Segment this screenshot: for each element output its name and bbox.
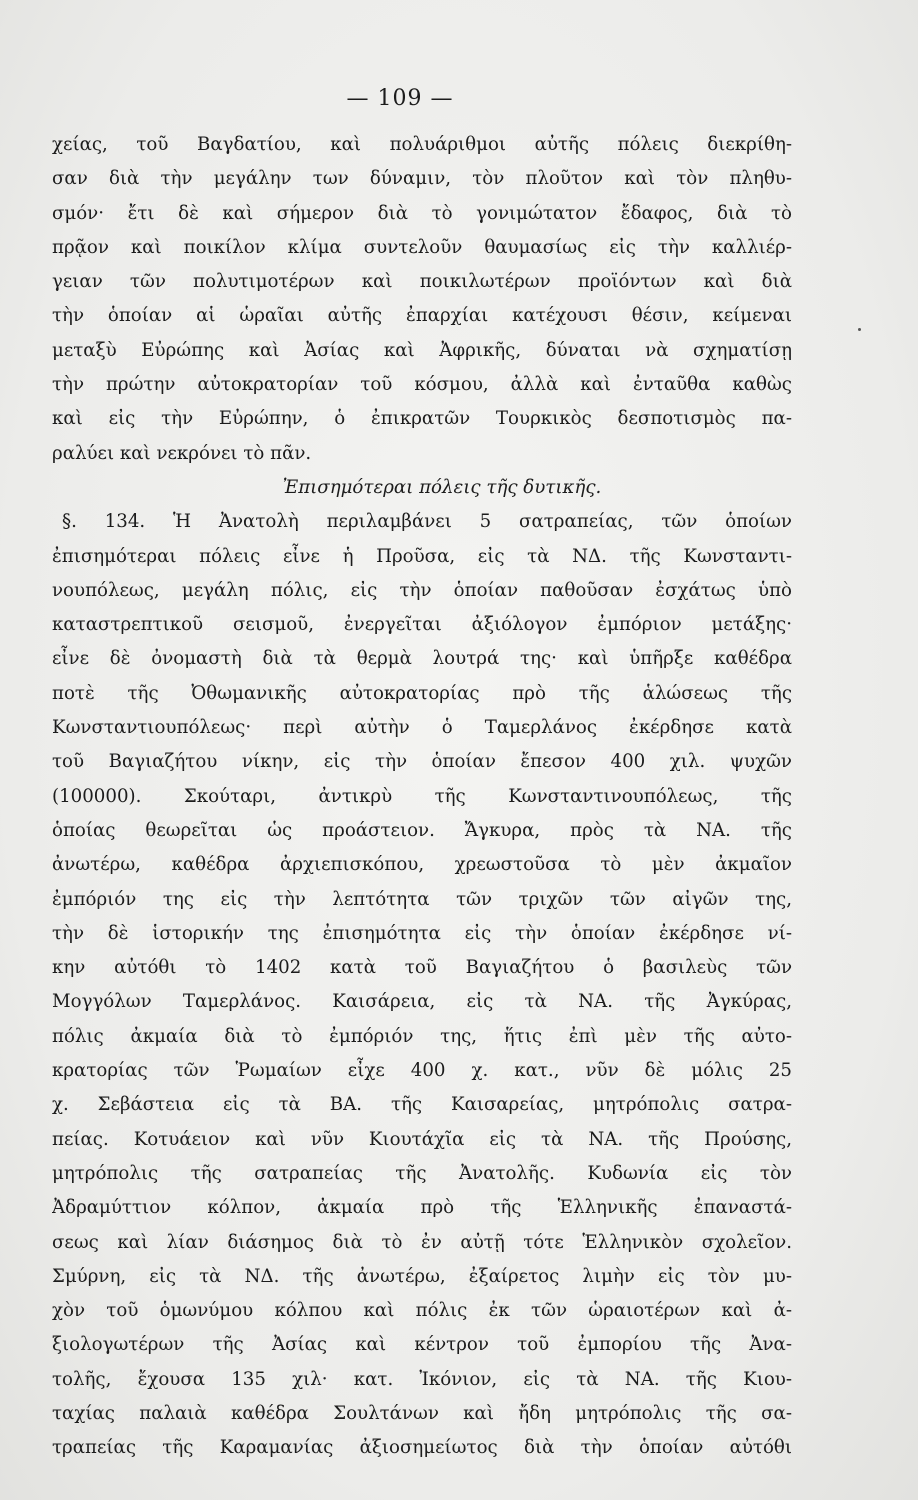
page-text bbox=[52, 128, 792, 1466]
section-line: ὁποίας θεωρεῖται ὡς προάστειον. Ἄγκυρα, πρὸς τὰ ΝΑ. τῆς bbox=[52, 819, 792, 841]
section-line: τὴν δὲ ἱστορικήν της ἐπισημότητα εἰς τὴν ὁποίαν ἐκέρδησε νί- bbox=[52, 922, 792, 944]
text-line: μεταξὺ Εὐρώπης καὶ Ἀσίας καὶ Ἀφρικῆς, δύναται νὰ σχηματίσῃ bbox=[52, 339, 792, 361]
section-line: εἶνε δὲ ὀνομαστὴ διὰ τὰ θερμὰ λουτρά της· καὶ ὑπῆρξε καθέδρα bbox=[52, 648, 792, 670]
section-line: χὸν τοῦ ὁμωνύμου κόλπου καὶ πόλις ἐκ τῶν ὡραιοτέρων καὶ ἀ- bbox=[52, 1300, 792, 1322]
section-line: Κωνσταντιουπόλεως· περὶ αὐτὴν ὁ Ταμερλάνος ἐκέρδησε κατὰ bbox=[52, 717, 792, 739]
text-line: πρᾷον καὶ ποικίλον κλίμα συντελοῦν θαυμασίως εἰς τὴν καλλιέρ- bbox=[52, 236, 792, 258]
section-line: τοῦ Βαγιαζήτου νίκην, εἰς τὴν ὁποίαν ἔπεσον 400 χιλ. ψυχῶν bbox=[52, 751, 792, 773]
text-line: σμόν· ἔτι δὲ καὶ σήμερον διὰ τὸ γονιμώτατον ἔδαφος, διὰ τὸ bbox=[52, 202, 792, 224]
section-line: (100000). Σκούταρι, ἀντικρὺ τῆς Κωνσταντινουπόλεως, τῆς bbox=[52, 785, 792, 807]
text-line: γειαν τῶν πολυτιμοτέρων καὶ ποικιλωτέρων προϊόντων καὶ διὰ bbox=[52, 271, 792, 293]
section-line: ταχίας παλαιὰ καθέδρα Σουλτάνων καὶ ἤδη μητρόπολις τῆς σα- bbox=[52, 1402, 792, 1424]
section-line: κρατορίας τῶν Ῥωμαίων εἶχε 400 χ. κατ., νῦν δὲ μόλις 25 bbox=[52, 1060, 792, 1082]
section-line: §. 134. Ἡ Ἀνατολὴ περιλαμβάνει 5 σατραπείας, τῶν ὁποίων bbox=[62, 511, 792, 533]
page-number: — 109 — bbox=[346, 86, 454, 111]
section-line: ἀνωτέρω, καθέδρα ἀρχιεπισκόπου, χρεωστοῦσα τὸ μὲν ἀκμαῖον bbox=[52, 854, 792, 876]
section-line: ἐμπόριόν της εἰς τὴν λεπτότητα τῶν τριχῶν τῶν αἰγῶν της, bbox=[52, 888, 792, 910]
section-line: καταστρεπτικοῦ σεισμοῦ, ἐνεργεῖται ἀξιόλογον ἐμπόριον μετάξης· bbox=[52, 614, 792, 636]
section-line: ἐπισημότεραι πόλεις εἶνε ἡ Προῦσα, εἰς τὰ ΝΔ. τῆς Κωνσταντι- bbox=[52, 545, 792, 567]
section-line: ποτὲ τῆς Ὀθωμανικῆς αὐτοκρατορίας πρὸ τῆς ἁλώσεως τῆς bbox=[52, 682, 792, 704]
section-line: μητρόπολις τῆς σατραπείας τῆς Ἀνατολῆς. Κυδωνία εἰς τὸν bbox=[52, 1162, 792, 1184]
section-line: τολῆς, ἔχουσα 135 χιλ· κατ. Ἰκόνιον, εἰς τὰ ΝΑ. τῆς Κιου- bbox=[52, 1368, 792, 1390]
section-line: Μογγόλων Ταμερλάνος. Καισάρεια, εἰς τὰ ΝΑ. τῆς Ἀγκύρας, bbox=[52, 991, 792, 1013]
text-line: τὴν πρώτην αὐτοκρατορίαν τοῦ κόσμου, ἀλλὰ καὶ ἐνταῦθα καθὼς bbox=[52, 374, 792, 396]
section-line: πείας. Κοτυάειον καὶ νῦν Κιουτάχῖα εἰς τὰ ΝΑ. τῆς Προύσης, bbox=[52, 1128, 792, 1150]
section-line: σεως καὶ λίαν διάσημος διὰ τὸ ἐν αὐτῇ τότε Ἑλληνικὸν σχολεῖον. bbox=[52, 1231, 792, 1253]
text-line: τὴν ὁποίαν αἱ ὡραῖαι αὐτῆς ἐπαρχίαι κατέχουσι θέσιν, κείμεναι bbox=[52, 305, 792, 327]
text-line: χείας, τοῦ Βαγδατίου, καὶ πολυάριθμοι αὐτῆς πόλεις διεκρίθη- bbox=[52, 134, 792, 155]
section-line: πόλις ἀκμαία διὰ τὸ ἐμπόριόν της, ἥτις ἐπὶ μὲν τῆς αὐτο- bbox=[52, 1025, 792, 1047]
section-line: τραπείας τῆς Καραμανίας ἀξιοσημείωτος διὰ τὴν ὁποίαν αὐτόθι bbox=[52, 1437, 792, 1459]
text-line: σαν διὰ τὴν μεγάλην των δύναμιν, τὸν πλοῦτον καὶ τὸν πληθυ- bbox=[52, 168, 792, 190]
section-line: Σμύρνη, εἰς τὰ ΝΔ. τῆς ἀνωτέρω, ἐξαίρετος λιμὴν εἰς τὸν μυ- bbox=[52, 1265, 792, 1287]
section-line: νουπόλεως, μεγάλη πόλις, εἰς τὴν ὁποίαν παθοῦσαν ἐσχάτως ὑπὸ bbox=[52, 579, 792, 601]
section-line: κην αὐτόθι τὸ 1402 κατὰ τοῦ Βαγιαζήτου ὁ βασιλεὺς τῶν bbox=[52, 957, 792, 979]
text-line: ραλύει καὶ νεκρόνει τὸ πᾶν. bbox=[52, 442, 312, 464]
section-line: χ. Σεβάστεια εἰς τὰ ΒΑ. τῆς Καισαρείας, μητρόπολις σατρα- bbox=[52, 1094, 792, 1116]
margin-dot bbox=[858, 328, 861, 331]
text-line: καὶ εἰς τὴν Εὐρώπην, ὁ ἐπικρατῶν Τουρκικὸς δεσποτισμὸς πα- bbox=[52, 408, 792, 430]
section-line: ξιολογωτέρων τῆς Ἀσίας καὶ κέντρον τοῦ ἐμπορίου τῆς Ἀνα- bbox=[52, 1334, 792, 1356]
section-line: Ἀδραμύττιον κόλπον, ἀκμαία πρὸ τῆς Ἑλληνικῆς ἐπαναστά- bbox=[52, 1197, 792, 1219]
section-heading: Ἐπισημότεραι πόλεις τῆς δυτικῆς. bbox=[282, 476, 602, 498]
